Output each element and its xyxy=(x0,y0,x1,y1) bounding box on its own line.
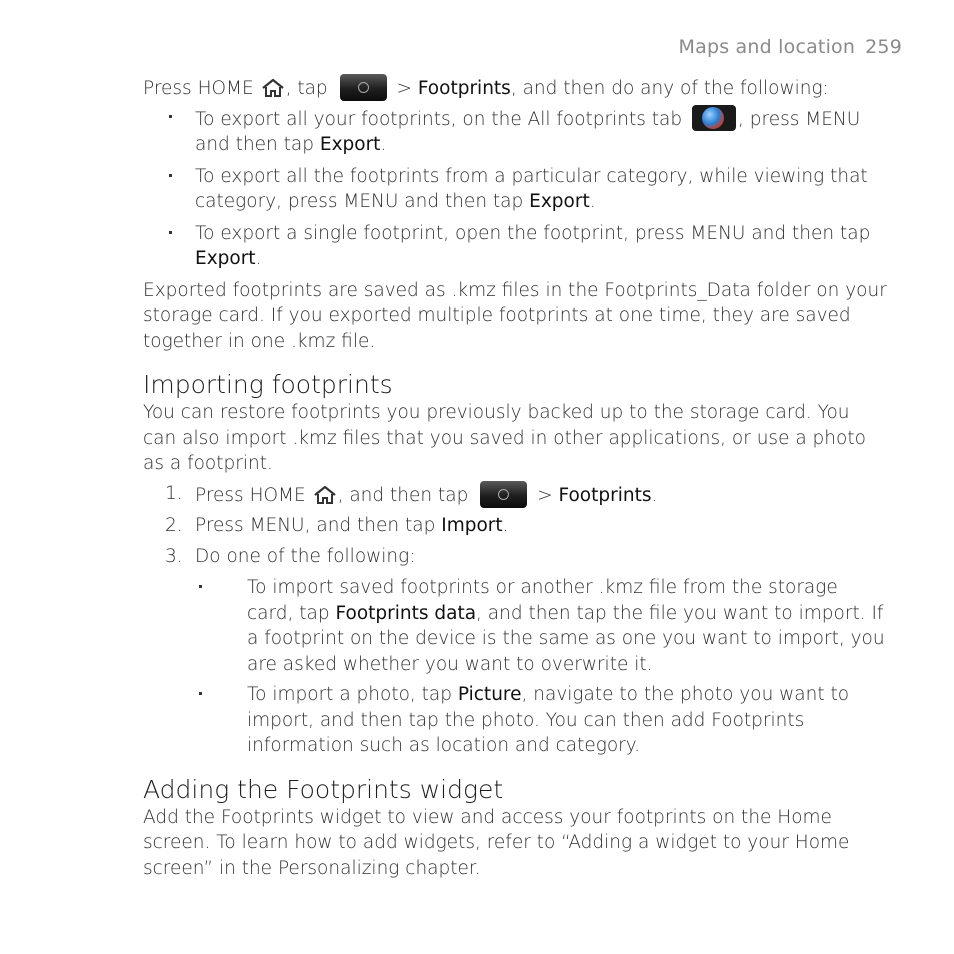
importing-intro: You can restore footprints you previously backed up to the storage card. You can also import .kmz files that you saved in other applications, or use a photo as a footprint. xyxy=(143,402,866,474)
all-footprints-tab-icon xyxy=(692,105,736,131)
list-item: To import a photo, tap Picture, navigate to the photo you want to import, and then tap the photo. You can then add Footprints information such as location and category. xyxy=(195,682,888,759)
list-item: To export all your footprints, on the All footprints tab , press MENU and then tap Export. xyxy=(143,105,888,158)
step-item: 1. Press HOME , and then tap > Footprints. xyxy=(165,482,658,506)
list-item: To import saved footprints or another .kmz file from the storage card, tap Footprints data, and then tap the file you want to import. If a footprint on the device is the same as one you want to import, you are asked whether you want to overwrite it. xyxy=(195,575,888,677)
importing-heading: Importing footprints xyxy=(143,370,393,399)
page-header xyxy=(679,36,902,58)
home-icon xyxy=(260,77,286,99)
export-note: Exported footprints are saved as .kmz files in the Footprints_Data folder on your storage card. If you exported multiple footprints at one time, they are saved together in one .kmz file. xyxy=(143,279,887,352)
widget-body: Add the Footprints widget to view and access your footprints on the Home screen. To learn how to add widgets, refer to “Adding a widget to your Home screen” in the Personalizing chapter. xyxy=(143,806,850,879)
page-content xyxy=(143,74,888,881)
page-number: 259 xyxy=(865,36,902,58)
home-icon xyxy=(312,484,338,506)
section-title: Maps and location xyxy=(678,36,856,58)
step-item: 3. Do one of the following: To import saved footprints or another .kmz file from the storage card, tap Footprints data, and then tap the file you want to import. If a footprint on the device is the same as one you want to import, you are asked whether you want to overwrite it. To import a photo, tap Picture, navigate to the photo you want to import, and then tap the photo. You can then add Footprints information such as location and category. xyxy=(143,544,888,759)
footprints-app-icon xyxy=(480,481,527,508)
import-steps-list xyxy=(143,481,888,759)
list-item: To export a single footprint, open the footprint, press MENU and then tap Export. xyxy=(143,221,888,272)
import-options-list xyxy=(143,575,888,759)
step-item: 2. Press MENU, and then tap Import. xyxy=(165,515,509,536)
list-item: To export all the footprints from a particular category, while viewing that category, press MENU and then tap Export. xyxy=(143,164,888,215)
export-options-list xyxy=(143,105,888,272)
export-intro: Press HOME , tap > Footprints, and then do any of the following: xyxy=(143,74,888,102)
footprints-app-icon xyxy=(340,74,387,101)
widget-heading: Adding the Footprints widget xyxy=(143,774,504,804)
